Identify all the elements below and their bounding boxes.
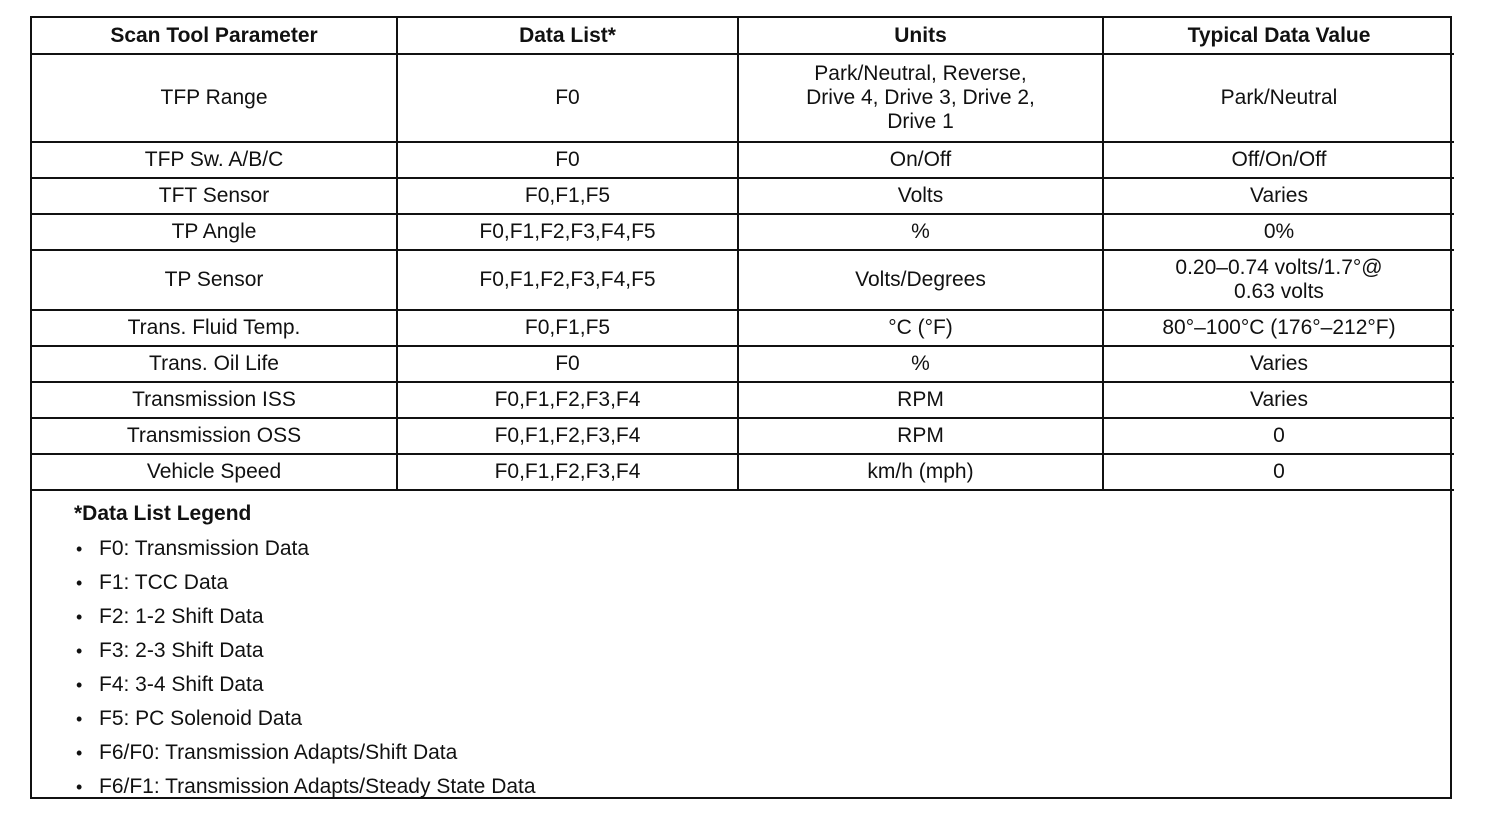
header-typical-data-value: Typical Data Value [1103, 18, 1454, 54]
list-item [74, 533, 1450, 567]
cell-typical-line: 0.63 volts [1234, 280, 1324, 303]
list-item [74, 771, 1450, 805]
list-item [74, 669, 1450, 703]
header-data-list: Data List* [397, 18, 738, 54]
legend-item-text: F6/F1: Transmission Adapts/Steady State Data [99, 775, 536, 798]
cell-parameter: TFP Range [32, 54, 397, 142]
header-units: Units [738, 18, 1103, 54]
bullet-icon: • [76, 777, 83, 797]
list-item [74, 601, 1450, 635]
cell-typical-value [1103, 250, 1454, 310]
cell-parameter: TP Sensor [32, 250, 397, 310]
legend-item-text: F1: TCC Data [99, 571, 229, 594]
table-row [32, 346, 1454, 382]
bullet-icon: • [76, 573, 83, 593]
cell-units: On/Off [738, 142, 1103, 178]
cell-data-list: F0,F1,F5 [397, 178, 738, 214]
scan-tool-data-table [32, 18, 1454, 491]
cell-units: RPM [738, 382, 1103, 418]
legend-item-text: F4: 3-4 Shift Data [99, 673, 264, 696]
cell-units-line: Drive 4, Drive 3, Drive 2, [806, 86, 1035, 109]
table-row [32, 310, 1454, 346]
bullet-icon: • [76, 539, 83, 559]
legend-item-text: F5: PC Solenoid Data [99, 707, 303, 730]
cell-data-list: F0 [397, 346, 738, 382]
cell-units: °C (°F) [738, 310, 1103, 346]
cell-typical-value: Varies [1103, 382, 1454, 418]
cell-parameter: TFP Sw. A/B/C [32, 142, 397, 178]
list-item [74, 703, 1450, 737]
table-row [32, 382, 1454, 418]
cell-units-line: Park/Neutral, Reverse, [814, 62, 1027, 85]
cell-data-list: F0,F1,F2,F3,F4 [397, 454, 738, 490]
cell-data-list: F0,F1,F2,F3,F4,F5 [397, 214, 738, 250]
cell-data-list: F0,F1,F2,F3,F4,F5 [397, 250, 738, 310]
cell-typical-value: Varies [1103, 346, 1454, 382]
cell-typical-value: 80°–100°C (176°–212°F) [1103, 310, 1454, 346]
legend-item-text: F2: 1-2 Shift Data [99, 605, 264, 628]
cell-parameter: Transmission ISS [32, 382, 397, 418]
cell-parameter: Transmission OSS [32, 418, 397, 454]
bullet-icon: • [76, 641, 83, 661]
cell-parameter: TP Angle [32, 214, 397, 250]
cell-parameter: Trans. Oil Life [32, 346, 397, 382]
cell-typical-value: Off/On/Off [1103, 142, 1454, 178]
table-header-row [32, 18, 1454, 54]
legend-list [74, 533, 1450, 805]
table-row [32, 142, 1454, 178]
cell-units: % [738, 346, 1103, 382]
cell-units: km/h (mph) [738, 454, 1103, 490]
cell-typical-value: 0 [1103, 454, 1454, 490]
table-row [32, 178, 1454, 214]
data-list-legend [32, 491, 1450, 805]
list-item [74, 737, 1450, 771]
cell-units: Volts/Degrees [738, 250, 1103, 310]
cell-data-list: F0,F1,F2,F3,F4 [397, 382, 738, 418]
list-item [74, 567, 1450, 601]
cell-data-list: F0 [397, 142, 738, 178]
cell-parameter: TFT Sensor [32, 178, 397, 214]
legend-item-text: F0: Transmission Data [99, 537, 310, 560]
table-row [32, 454, 1454, 490]
table-row [32, 214, 1454, 250]
cell-parameter: Trans. Fluid Temp. [32, 310, 397, 346]
bullet-icon: • [76, 709, 83, 729]
cell-units-line: Drive 1 [887, 110, 954, 133]
bullet-icon: • [76, 607, 83, 627]
legend-item-text: F6/F0: Transmission Adapts/Shift Data [99, 741, 458, 764]
scan-tool-data-document [30, 16, 1452, 799]
cell-data-list: F0 [397, 54, 738, 142]
legend-title: *Data List Legend [74, 502, 252, 525]
table-row [32, 250, 1454, 310]
list-item [74, 635, 1450, 669]
cell-typical-value: 0% [1103, 214, 1454, 250]
cell-typical-line: 0.20–0.74 volts/1.7°@ [1175, 256, 1383, 279]
cell-units: Volts [738, 178, 1103, 214]
cell-data-list: F0,F1,F5 [397, 310, 738, 346]
cell-typical-value: Varies [1103, 178, 1454, 214]
cell-typical-value: 0 [1103, 418, 1454, 454]
cell-units: % [738, 214, 1103, 250]
cell-data-list: F0,F1,F2,F3,F4 [397, 418, 738, 454]
cell-typical-value: Park/Neutral [1103, 54, 1454, 142]
cell-parameter: Vehicle Speed [32, 454, 397, 490]
bullet-icon: • [76, 675, 83, 695]
legend-item-text: F3: 2-3 Shift Data [99, 639, 264, 662]
table-row [32, 418, 1454, 454]
bullet-icon: • [76, 743, 83, 763]
table-row [32, 54, 1454, 142]
cell-units [738, 54, 1103, 142]
cell-units: RPM [738, 418, 1103, 454]
header-scan-tool-parameter: Scan Tool Parameter [32, 18, 397, 54]
